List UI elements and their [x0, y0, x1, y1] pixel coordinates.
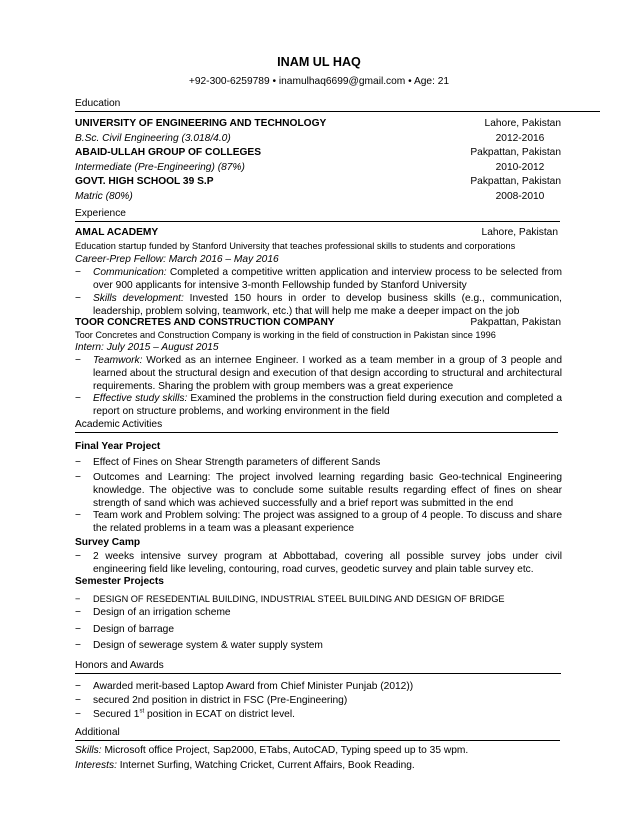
- interests-text: Internet Surfing, Watching Cricket, Current Affairs, Book Reading.: [116, 760, 415, 771]
- ordinal-suffix: st: [139, 708, 145, 715]
- interests-label: Interests:: [75, 760, 117, 771]
- bullet-label: Teamwork:: [93, 355, 143, 366]
- interests-line: [75, 759, 415, 772]
- job-role-1: Career-Prep Fellow: March 2016 – May 2016: [75, 254, 279, 265]
- honor-item: [75, 708, 562, 721]
- job-company-2: TOOR CONCRETES AND CONSTRUCTION COMPANY: [75, 317, 335, 328]
- dash-marker: −: [75, 393, 81, 404]
- item-text: Design of barrage: [93, 624, 174, 635]
- job-description-2: Toor Concretes and Construction Company is working in the field of construction in Pakistan since 1996: [75, 330, 496, 340]
- final-year-item: [75, 509, 562, 535]
- dash-marker: −: [75, 267, 81, 278]
- dash-marker: −: [75, 472, 81, 483]
- dash-marker: −: [75, 695, 81, 706]
- item-text: Outcomes and Learning: The project involved learning regarding basic Geo-technical Engineering knowledge. The objective was to conclude some suitable results regarding effect of fines on shear strength of sand which was achieved successfully and a brief report was submitted in the end: [93, 472, 562, 509]
- item-text: Design of an irrigation scheme: [93, 607, 231, 618]
- bullet-text: Invested 150 hours in order to develop business skills (e.g., communication, leadership, problem solving, teamwork, etc.) that will help me make a deeper impact on the job: [93, 293, 562, 317]
- dash-marker: −: [75, 607, 81, 618]
- survey-camp-title: Survey Camp: [75, 537, 141, 548]
- job-company-1: AMAL ACADEMY: [75, 227, 159, 238]
- semester-project-item: [75, 606, 562, 619]
- education-institution-2: ABAID-ULLAH GROUP OF COLLEGES: [75, 147, 262, 158]
- honors-heading: Honors and Awards: [75, 660, 561, 674]
- experience-heading: Experience: [75, 208, 560, 222]
- job-location-2: Pakpattan, Pakistan: [470, 317, 561, 328]
- academic-heading: Academic Activities: [75, 419, 558, 433]
- honor-item: [75, 694, 562, 707]
- job-bullet: [75, 354, 562, 393]
- education-institution-1: UNIVERSITY OF ENGINEERING AND TECHNOLOGY: [75, 118, 327, 129]
- contact-line: +92-300-6259789 • inamulhaq6699@gmail.com • Age: 21: [188, 76, 450, 87]
- dash-marker: −: [75, 457, 81, 468]
- skills-text: Microsoft office Project, Sap2000, ETabs, AutoCAD, Typing speed up to 35 wpm.: [101, 745, 469, 756]
- education-degree-3: Matric (80%): [75, 191, 133, 202]
- education-years-1: 2012-2016: [495, 133, 545, 144]
- bullet-label: Communication:: [93, 267, 167, 278]
- dash-marker: −: [75, 681, 81, 692]
- bullet-text: Examined the problems in the construction field during execution and completed a report on structure problems, and working environment in the field: [93, 393, 562, 417]
- candidate-name: INAM UL HAQ: [277, 55, 361, 69]
- bullet-text: Worked as an internee Engineer. I worked as a team member in a group of 3 people and learned about the structural design and execution of that design according to structural and architectural requirements. Sharing the problem with group members was a great experience: [93, 355, 562, 392]
- bullet-label: Effective study skills:: [93, 393, 188, 404]
- bullet-label: Skills development:: [93, 293, 184, 304]
- job-description-1: Education startup funded by Stanford University that teaches professional skills to students and corporations: [75, 241, 516, 251]
- dash-marker: −: [75, 355, 81, 366]
- item-text: DESIGN OF RESEDENTIAL BUILDING, INDUSTRIAL STEEL BUILDING AND DESIGN OF BRIDGE: [93, 594, 505, 604]
- additional-heading: Additional: [75, 727, 560, 741]
- dash-marker: −: [75, 640, 81, 651]
- job-role-2: Intern: July 2015 – August 2015: [75, 342, 219, 353]
- dash-marker: −: [75, 594, 81, 604]
- survey-camp-item: [75, 550, 562, 576]
- item-text: Team work and Problem solving: The project was assigned to a group of 4 people. To discuss and share the related problems in a team was a pleasant experience: [93, 510, 562, 534]
- education-years-3: 2008-2010: [495, 191, 545, 202]
- item-text: Awarded merit-based Laptop Award from Chief Minister Punjab (2012)): [93, 681, 414, 692]
- dash-marker: −: [75, 709, 81, 720]
- dash-marker: −: [75, 551, 81, 562]
- semester-projects-title: Semester Projects: [75, 576, 164, 587]
- final-year-title: Final Year Project: [75, 441, 161, 452]
- education-location-1: Lahore, Pakistan: [484, 118, 561, 129]
- skills-line: [75, 744, 468, 757]
- item-text: 2 weeks intensive survey program at Abbottabad, covering all possible survey jobs under civil engineering field like leveling, contouring, road curves, geodetic survey and plain table survey etc.: [93, 551, 562, 575]
- item-text-tail: position in ECAT on district level.: [144, 709, 295, 720]
- education-institution-3: GOVT. HIGH SCHOOL 39 S.P: [75, 176, 214, 187]
- job-location-1: Lahore, Pakistan: [481, 227, 558, 238]
- semester-project-item: [75, 593, 562, 606]
- education-degree-2: Intermediate (Pre-Engineering) (87%): [75, 162, 245, 173]
- semester-project-item: [75, 623, 562, 636]
- education-years-2: 2010-2012: [495, 162, 545, 173]
- dash-marker: −: [75, 293, 81, 304]
- job-bullet: [75, 266, 562, 292]
- item-text: secured 2nd position in district in FSC (Pre-Engineering): [93, 695, 348, 706]
- semester-project-item: [75, 639, 562, 652]
- education-location-3: Pakpattan, Pakistan: [470, 176, 561, 187]
- education-heading: Education: [75, 98, 600, 112]
- final-year-item: [75, 456, 562, 469]
- job-bullet: [75, 392, 562, 418]
- education-degree-1: B.Sc. Civil Engineering (3.018/4.0): [75, 133, 231, 144]
- education-location-2: Pakpattan, Pakistan: [470, 147, 561, 158]
- final-year-item: [75, 471, 562, 510]
- honor-item: [75, 680, 562, 693]
- dash-marker: −: [75, 624, 81, 635]
- item-text: Secured 1: [93, 709, 140, 720]
- item-text: Effect of Fines on Shear Strength parameters of different Sands: [93, 457, 381, 468]
- item-text: Design of sewerage system & water supply system: [93, 640, 323, 651]
- skills-label: Skills:: [75, 745, 102, 756]
- bullet-text: Completed a competitive written application and interview process to be selected from over 900 applicants for intensive 3-month Fellowship funded by Stanford University: [93, 267, 562, 291]
- dash-marker: −: [75, 510, 81, 521]
- job-bullet: [75, 292, 562, 318]
